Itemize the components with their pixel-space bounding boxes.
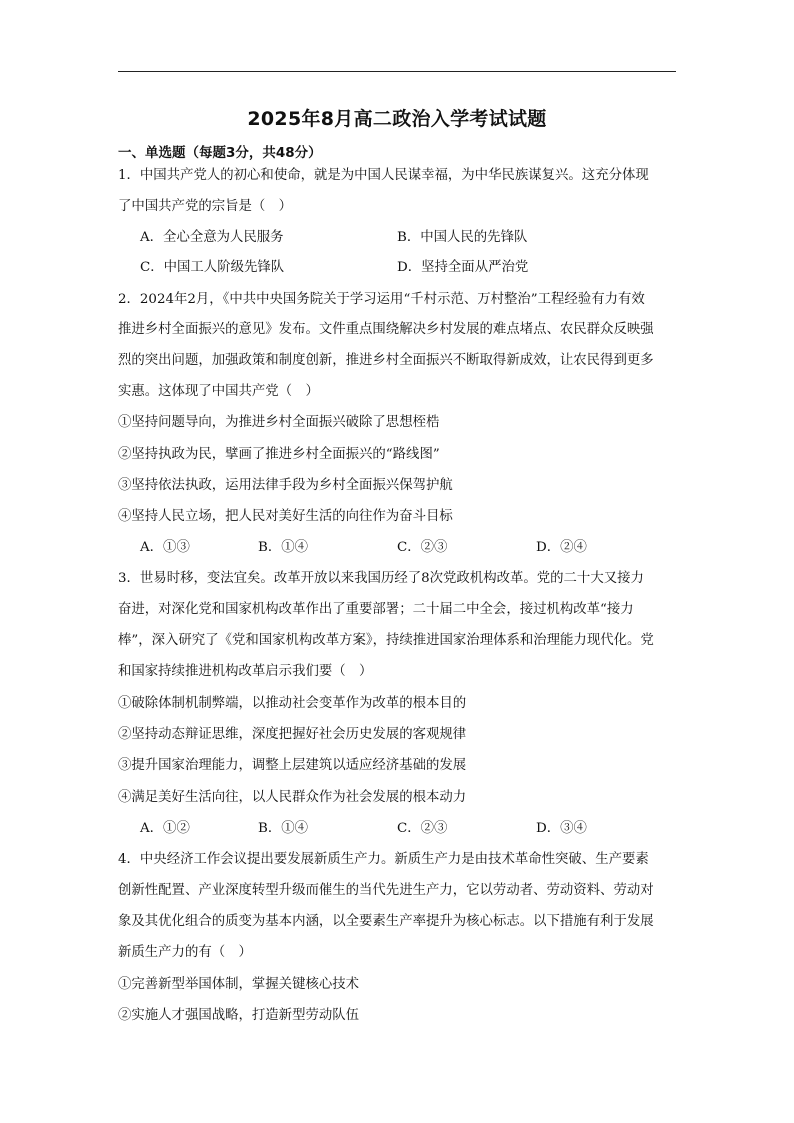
q3-stem-line: 棒”，深入研究了《党和国家机构改革方案》，持续推进国家治理体系和治理能力现代化。党 [118,633,654,648]
q4-item: ①完善新型举国体制，掌握关键核心技术 [118,977,360,992]
q3-option-a[interactable]: A．①② [140,821,190,836]
q2-item: ①坚持问题导向，为推进乡村全面振兴破除了思想桎梏 [118,415,440,430]
q3-stem-line: 和国家持续推进机构改革启示我们要（ ） [118,664,373,679]
q2-option-d[interactable]: D．②④ [536,540,587,555]
q1-option-b[interactable]: B．中国人民的先锋队 [397,230,528,245]
q2-item: ④坚持人民立场，把人民对美好生活的向往作为奋斗目标 [118,509,453,524]
q2-stem-line: 2．2024年2月，《中共中央国务院关于学习运用“千村示范、万村整治”工程经验有力有效 [118,292,645,307]
q2-item: ②坚持执政为民，擘画了推进乡村全面振兴的“路线图” [118,447,440,462]
q3-item: ①破除体制机制弊端，以推动社会变革作为改革的根本目的 [118,696,467,711]
q1-option-d[interactable]: D．坚持全面从严治党 [397,260,529,275]
q3-item: ②坚持动态辩证思维，深度把握好社会历史发展的客观规律 [118,727,467,742]
q3-option-c[interactable]: C．②③ [397,821,448,836]
q1-stem-line: 1．中国共产党人的初心和使命，就是为中国人民谋幸福，为中华民族谋复兴。这充分体现 [118,168,649,183]
q2-option-a[interactable]: A．①③ [140,540,190,555]
q1-option-a[interactable]: A．全心全意为人民服务 [140,230,284,245]
q3-option-b[interactable]: B．①④ [258,821,309,836]
q2-option-c[interactable]: C．②③ [397,540,448,555]
header-rule [118,71,676,72]
q3-option-d[interactable]: D．③④ [536,821,587,836]
q3-item: ③提升国家治理能力，调整上层建筑以适应经济基础的发展 [118,758,467,773]
q4-stem-line: 4．中央经济工作会议提出要发展新质生产力。新质生产力是由技术革命性突破、生产要素 [118,852,649,867]
q2-stem-line: 推进乡村全面振兴的意见》发布。文件重点围绕解决乡村发展的难点堵点、农民群众反映强 [118,322,654,337]
q4-stem-line: 创新性配置、产业深度转型升级而催生的当代先进生产力，它以劳动者、劳动资料、劳动对 [118,883,654,898]
section-heading: 一、单选题（每题3分，共48分） [118,145,322,161]
q4-stem-line: 新质生产力的有（ ） [118,945,252,960]
q4-stem-line: 象及其优化组合的质变为基本内涵，以全要素生产率提升为核心标志。以下措施有利于发展 [118,914,654,929]
q3-item: ④满足美好生活向往，以人民群众作为社会发展的根本动力 [118,790,467,805]
page-title: 2025年8月高二政治入学考试试题 [247,108,547,130]
q2-stem-line: 烈的突出问题，加强政策和制度创新，推进乡村全面振兴不断取得新成效，让农民得到更多 [118,353,654,368]
q1-stem-line: 了中国共产党的宗旨是（ ） [118,199,293,214]
q2-item: ③坚持依法执政，运用法律手段为乡村全面振兴保驾护航 [118,478,453,493]
q3-stem-line: 3．世易时移，变法宜矣。改革开放以来我国历经了8次党政机构改革。党的二十大又接力 [118,571,644,586]
q3-stem-line: 奋进，对深化党和国家机构改革作出了重要部署；二十届二中全会，接过机构改革“接力 [118,602,634,617]
q4-item: ②实施人才强国战略，打造新型劳动队伍 [118,1008,360,1023]
q1-option-c[interactable]: C．中国工人阶级先锋队 [140,260,285,275]
q2-option-b[interactable]: B．①④ [258,540,309,555]
q2-stem-line: 实惠。这体现了中国共产党（ ） [118,384,319,399]
